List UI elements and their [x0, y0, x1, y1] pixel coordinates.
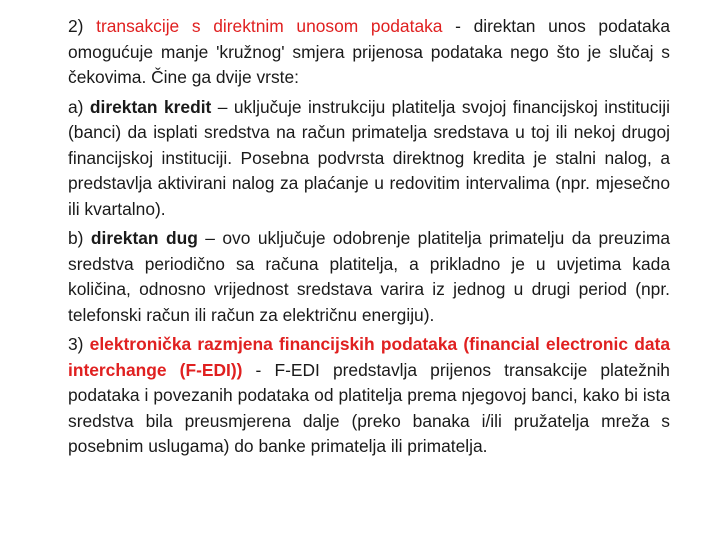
item-letter: b) — [68, 228, 91, 248]
paragraph-direct-debit — [68, 226, 670, 328]
paragraph-body: - F-EDI predstavlja prijenos transakcije platežnih podataka i povezanih podataka od platitelja prema njegovoj banci, kako bi ista sredstva bila preusmjerena dalje (preko banaka i/ili pružatelja mreža s posebnim uslugama) do banke primatelja ili primatelja. — [68, 359, 670, 456]
slide-content — [68, 14, 670, 464]
paragraph-direct-credit — [68, 95, 670, 223]
paragraph-body: – ovo uključuje odobrenje platitelja primatelju da preuzima sredstva periodično sa računa platitelja, a prikladno je u uvjetima kada količina, odnosno vrijednost sredstava varira iz jednog u drugi period (npr. telefonski račun ili račun za električnu energiju). — [68, 228, 671, 325]
item-number: 3) — [68, 334, 90, 354]
paragraph-edi-intro — [68, 14, 670, 91]
term-direct-credit: direktan kredit — [89, 96, 212, 117]
term-direct-debit: direktan dug — [90, 228, 198, 248]
paragraph-body: - direktan unos podataka omogućuje manje 'kružnog' smjera prijenosa podataka nego što je slučaj s čekovima. Čine ga dvije vrste: — [68, 16, 670, 87]
term-f-edi: elektronička razmjena financijskih podataka (financial electronic data interchange (F-EDI)) — [68, 334, 671, 380]
item-letter: a) — [68, 96, 90, 117]
paragraph-body: – uključuje instrukciju platitelja svojoj financijskoj instituciji (banci) da isplati sredstva na račun primatelja sredstava u toj ili nekoj drugoj financijskoj instituciji. Posebna podvrsta direktnog kredita je stalni nalog, a predstavlja aktivirani nalog za plaćanje u redovitim intervalima (npr. mjesečno ili kvartalno). — [68, 96, 670, 219]
item-number: 2) — [68, 16, 97, 36]
term-direct-entry-transactions: transakcije s direktnim unosom podataka — [96, 16, 443, 36]
paragraph-f-edi — [68, 332, 670, 460]
